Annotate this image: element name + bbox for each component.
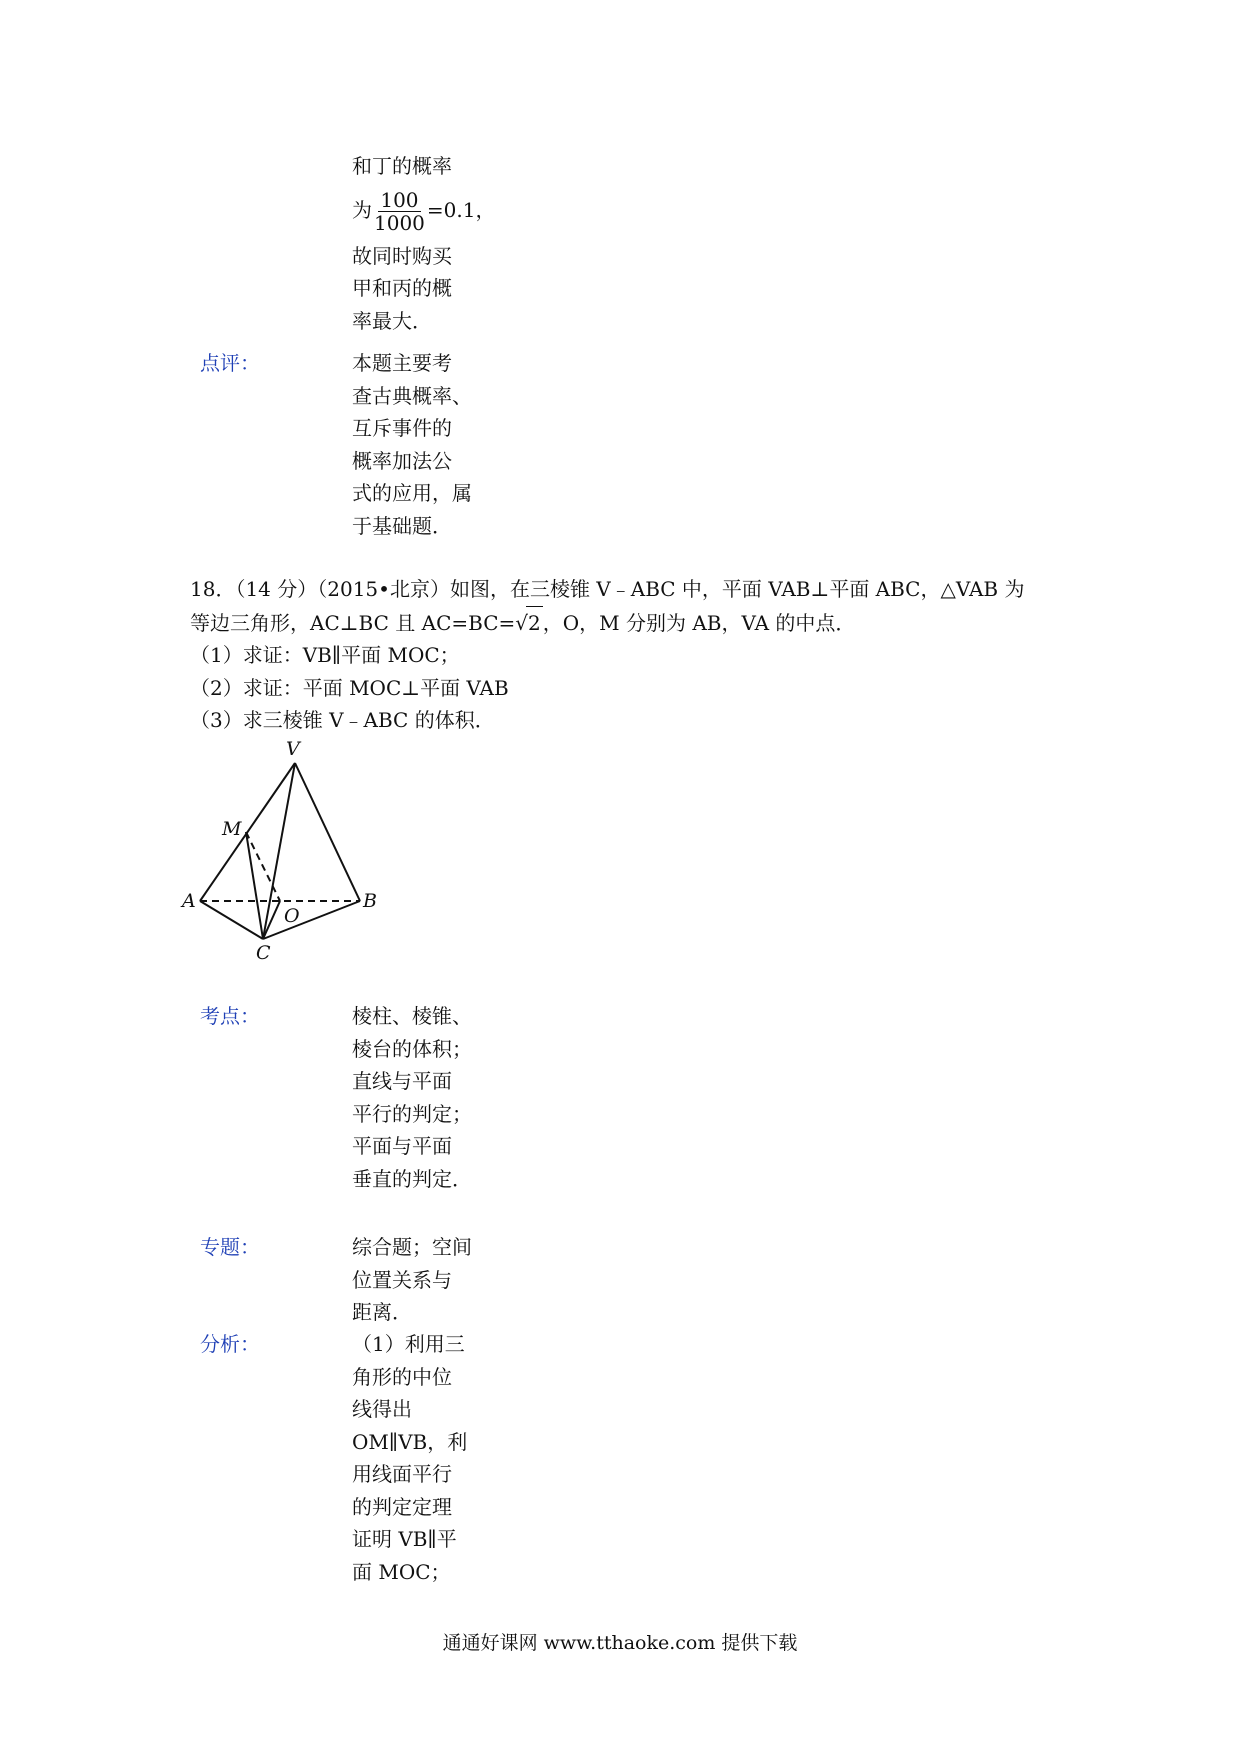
label-c: C [256, 942, 271, 964]
text-line: 垂直的判定． [352, 1166, 472, 1191]
fenxi-text [352, 1328, 492, 1588]
text-line: 证明 VB∥平 [352, 1527, 457, 1551]
zhuanti-label: 专题： [200, 1235, 260, 1259]
text-fragment: ，O，M 分别为 AB，VA 的中点． [542, 610, 856, 635]
pyramid-figure [180, 735, 400, 965]
text-line: 的判定定理 [352, 1494, 452, 1519]
question-line [190, 606, 1070, 640]
text-line: 直线与平面 [352, 1069, 452, 1093]
question-18 [190, 573, 1070, 737]
text-line: 棱台的体积； [352, 1036, 472, 1061]
answer-continuation [352, 150, 496, 337]
sqrt-argument: 2 [526, 606, 543, 640]
text-line: 互斥事件的 [352, 416, 452, 440]
text-fragment: =0.1， [426, 197, 496, 222]
text-line: 距离． [352, 1300, 412, 1324]
review-label: 点评： [200, 351, 260, 375]
fenxi-label: 分析： [200, 1332, 260, 1356]
page-footer: 通通好课网 www.tthaoke.com 提供下载 [442, 1632, 798, 1654]
text-line: 位置关系与 [352, 1267, 452, 1292]
text-line: 于基础题． [352, 513, 452, 538]
text-line: 和丁的概率 [352, 154, 452, 178]
fraction [374, 189, 425, 234]
text-line: 平面与平面 [352, 1134, 452, 1158]
text-line: 甲和丙的概 [352, 276, 452, 300]
label-o: O [284, 905, 300, 927]
fraction-denominator: 1000 [374, 210, 425, 235]
text-line: 棱柱、棱锥、 [352, 1004, 472, 1028]
text-line: 用线面平行 [352, 1462, 452, 1486]
question-line: 18．（14 分）（2015•北京）如图，在三棱锥 V﹣ABC 中，平面 VAB⊥平面 ABC，△VAB 为 [190, 577, 1025, 601]
kaodian-label: 考点： [200, 1004, 260, 1028]
text-line: 故同时购买 [352, 243, 452, 268]
zhuanti-text [352, 1231, 492, 1329]
sub-question-2: （2）求证：平面 MOC⊥平面 VAB [190, 675, 509, 700]
sub-question-1: （1）求证：VB∥平面 MOC； [190, 643, 460, 667]
text-fragment: 为 [352, 197, 372, 222]
text-line: 综合题；空间 [352, 1235, 472, 1259]
text-line: OM∥VB，利 [352, 1429, 468, 1454]
edge-ac [200, 901, 263, 939]
sqrt-symbol: √ [515, 610, 529, 635]
text-line: 查古典概率、 [352, 383, 472, 408]
text-line: 面 MOC； [352, 1559, 451, 1584]
text-line: 率最大． [352, 308, 432, 333]
text-line: 线得出 [352, 1397, 412, 1421]
text-line: （1）利用三 [352, 1332, 465, 1356]
review-text [352, 347, 492, 542]
sub-question-3: （3）求三棱锥 V﹣ABC 的体积． [190, 708, 495, 732]
label-a: A [182, 890, 196, 912]
fraction-line [352, 187, 496, 235]
edge-va [200, 763, 295, 901]
text-line: 角形的中位 [352, 1364, 452, 1389]
edge-vb [295, 763, 360, 901]
label-v: V [286, 738, 300, 760]
text-line: 概率加法公 [352, 448, 452, 473]
label-m: M [222, 818, 242, 840]
text-fragment: 等边三角形，AC⊥BC 且 AC=BC= [190, 610, 516, 635]
text-line: 本题主要考 [352, 351, 452, 375]
kaodian-text [352, 1000, 492, 1195]
text-line: 平行的判定； [352, 1101, 472, 1126]
text-line: 式的应用，属 [352, 481, 472, 505]
fraction-numerator: 100 [380, 187, 419, 212]
label-b: B [363, 890, 377, 912]
